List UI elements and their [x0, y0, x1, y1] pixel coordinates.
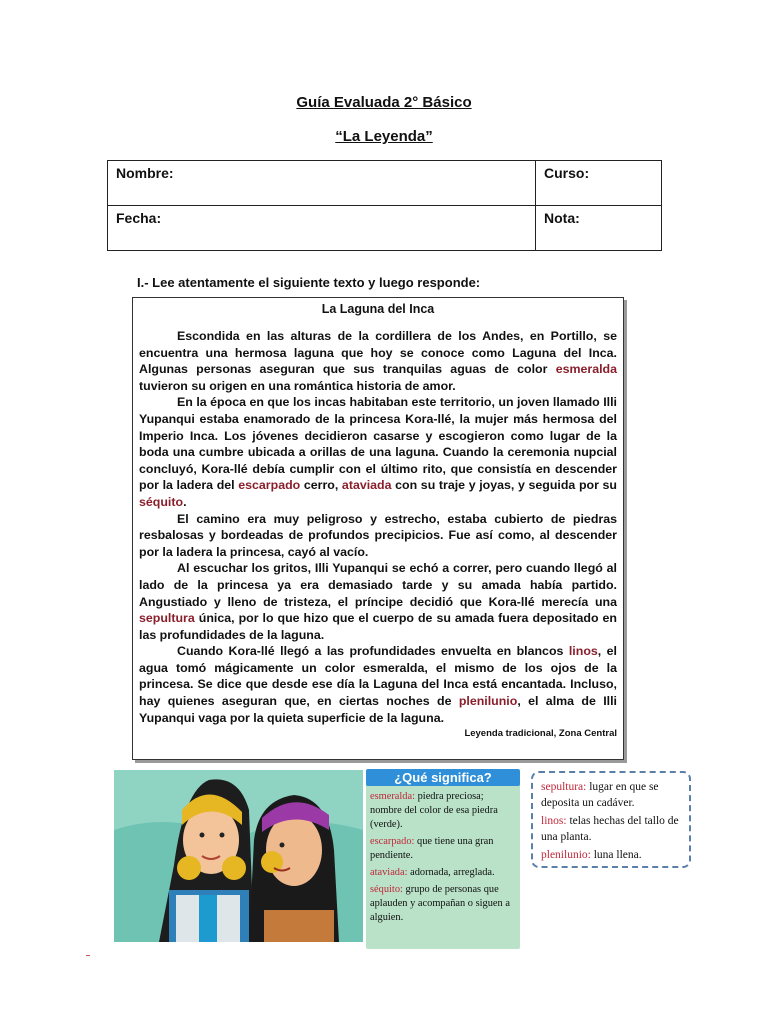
paragraph-1: Escondida en las alturas de la cordillera de los Andes, en Portillo, se encuentra una hermosa laguna que hoy se conoce como Laguna del Inca. Algunas personas aseguran que sus tranquilas aguas de color esmeralda tuvieron su origen en una romántica historia de amor.	[139, 329, 617, 393]
glossary-box-2	[531, 771, 691, 868]
word-esmeralda: esmeralda	[555, 362, 617, 377]
glossary-item: ataviada: adornada, arreglada.	[370, 867, 495, 878]
inca-couple-illustration	[114, 770, 363, 942]
page-title: Guía Evaluada 2° Básico	[296, 94, 472, 111]
glossary-item: esmeralda: piedra preciosa; nombre del color de esa piedra (verde).	[370, 791, 498, 830]
glossary-item: séquito: grupo de personas que aplauden y acompañan o siguen a alguien.	[370, 884, 510, 923]
word-linos: linos	[568, 644, 598, 659]
glossary-item: escarpado: que tiene una gran pendiente.	[370, 836, 494, 861]
nota-field[interactable]: Nota:	[536, 206, 662, 251]
paragraph-3: El camino era muy peligroso y estrecho, estaba cubierto de piedras resbalosas y bordeadas de profundos precipicios. Fue así como, al descender por la ladera la princesa, cayó al vacío.	[139, 511, 617, 559]
fecha-field[interactable]: Fecha:	[108, 206, 536, 251]
word-ataviada: ataviada	[341, 478, 392, 493]
student-info-table	[107, 160, 662, 251]
paragraph-5: Cuando Kora-llé llegó a las profundidades envuelta en blancos linos, el agua tomó mágicamente un color esmeralda, el mismo de los ojos de la princesa. Se dice que desde ese día la Laguna del Inca está encantada. Incluso, hay quienes aseguran que, en ciertas noches de plenilunio, el alma de Illi Yupanqui vaga por la quieta superficie de la laguna.	[139, 644, 617, 725]
nombre-field[interactable]: Nombre:	[108, 161, 536, 206]
word-escarpado: escarpado	[238, 478, 301, 493]
instruction: I.- Lee atentamente el siguiente texto y luego responde:	[137, 275, 481, 290]
glossary-item: plenilunio: luna llena.	[541, 849, 642, 861]
reading-title: La Laguna del Inca	[321, 302, 435, 316]
glossary-heading: ¿Qué significa?	[366, 769, 520, 786]
stray-mark	[86, 955, 90, 956]
curso-field[interactable]: Curso:	[536, 161, 662, 206]
word-sepultura: sepultura	[139, 611, 195, 626]
glossary-box	[366, 769, 520, 949]
glossary-item: linos: telas hechas del tallo de una planta.	[541, 815, 679, 843]
reading-source: Leyenda tradicional, Zona Central	[464, 728, 617, 740]
reading-box	[132, 297, 624, 760]
glossary-item: sepultura: lugar en que se deposita un cadáver.	[541, 781, 659, 809]
paragraph-2: En la época en que los incas habitaban este territorio, un joven llamado Illi Yupanqui estaba enamorado de la princesa Kora-llé, la mujer más hermosa del Imperio Inca. Los jóvenes decidieron casarse y escogieron como lugar de la boda una cumbre ubicada a orillas de una laguna. Cuando la ceremonia nupcial concluyó, Kora-llé debía cumplir con el último rito, que consistía en descender por la ladera del escarpado cerro, ataviada con su traje y joyas, y seguida por su séquito.	[139, 395, 617, 509]
paragraph-4: Al escuchar los gritos, Illi Yupanqui se echó a correr, pero cuando llegó al lado de la princesa ya era demasiado tarde y su amada había partido. Angustiado y lleno de tristeza, el príncipe decidió que Kora-llé merecía una sepultura única, por lo que hizo que el cuerpo de su amada fuera depositado en las profundidades de la laguna.	[139, 561, 617, 642]
word-sequito: séquito	[139, 494, 184, 509]
word-plenilunio: plenilunio	[458, 694, 518, 709]
page-subtitle: “La Leyenda”	[335, 128, 433, 145]
